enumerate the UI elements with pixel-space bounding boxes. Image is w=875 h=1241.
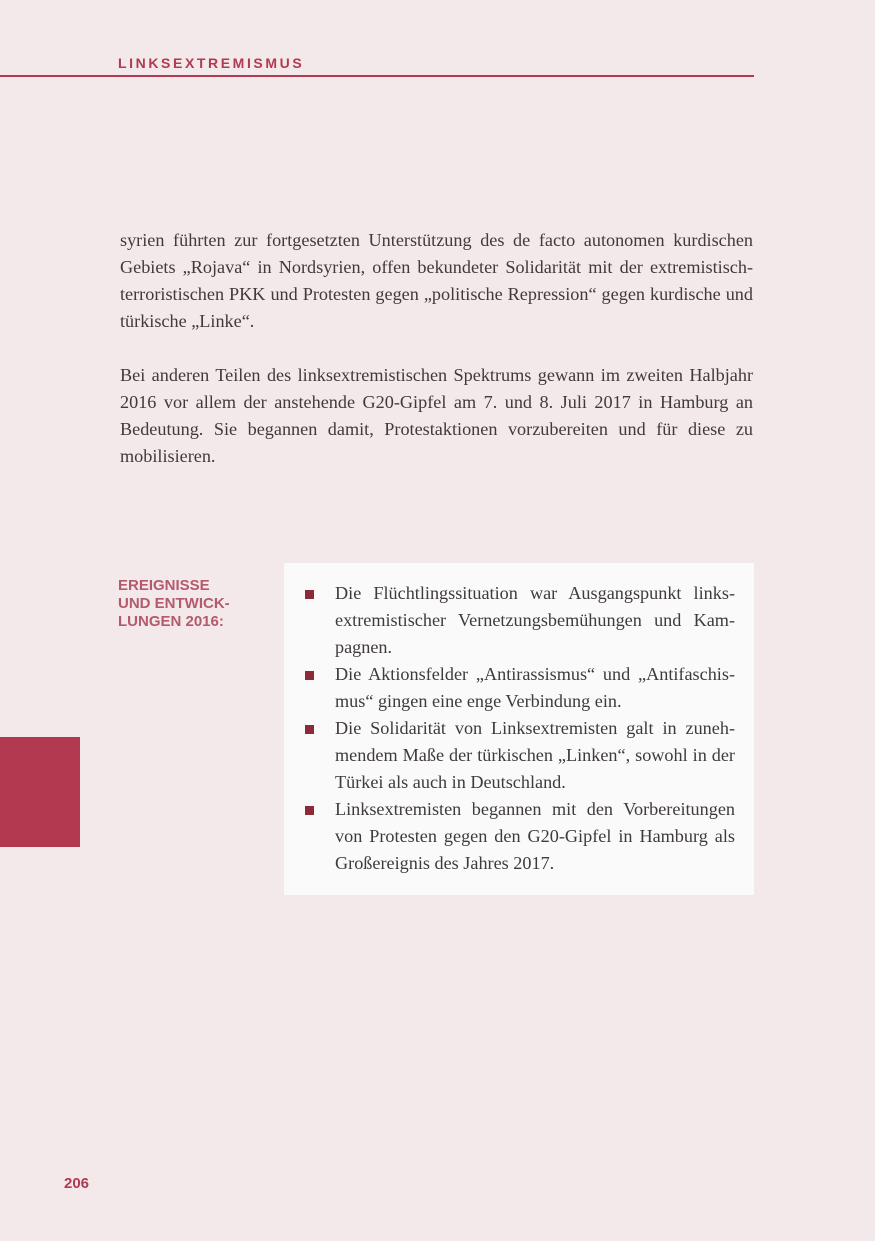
events-summary-box [284, 563, 754, 895]
sidebar-label-line: EREIGNISSE [118, 577, 210, 594]
page-number: 206 [64, 1175, 90, 1192]
events-sidebar-label [118, 577, 230, 631]
list-item [305, 580, 735, 661]
square-bullet-icon [305, 590, 314, 599]
square-bullet-icon [305, 671, 314, 680]
sidebar-label-line: LUNGEN 2016: [118, 613, 224, 630]
events-list [305, 580, 735, 877]
square-bullet-icon [305, 806, 314, 815]
list-item-text: Die Flüchtlingssituation war Ausgangspunkt linksextremistischer Vernetzungsbemühungen und Kampagnen. [335, 583, 735, 657]
list-item-text: Die Aktionsfelder „Antirassismus“ und „Antifaschismus“ gingen eine enge Verbindung ein. [335, 664, 735, 711]
running-head-title: LINKSEXTREMISMUS [118, 55, 305, 71]
list-item-text: Die Solidarität von Linksextremisten galt in zunehmendem Maße der türkischen „Linken“, sowohl in der Türkei als auch in Deutschland. [335, 718, 735, 792]
body-paragraph: Bei anderen Teilen des linksextremistischen Spektrums gewann im zweiten Halbjahr 2016 vor allem der anstehende G20-Gipfel am 7. und 8. Juli 2017 in Hamburg an Bedeutung. Sie begannen damit, Protestaktionen vorzubereiten und für diese zu mobilisieren. [120, 365, 753, 466]
list-item [305, 715, 735, 796]
chapter-thumb-tab [0, 737, 80, 847]
sidebar-label-line: UND ENTWICK- [118, 595, 230, 612]
body-paragraph: syrien führten zur fortgesetzten Unterstützung des de facto autonomen kurdischen Gebiets „Rojava“ in Nordsyrien, offen bekundeter Solidarität mit der extremistisch-terroristischen PKK und Protesten gegen „politische Repression“ gegen kurdische und türkische „Linke“. [120, 230, 753, 331]
list-item [305, 796, 735, 877]
square-bullet-icon [305, 725, 314, 734]
list-item-text: Linksextremisten begannen mit den Vorbereitungen von Protesten gegen den G20-Gipfel in Hamburg als Großereignis des Jahres 2017. [335, 799, 735, 873]
list-item [305, 661, 735, 715]
header-divider [0, 75, 754, 77]
